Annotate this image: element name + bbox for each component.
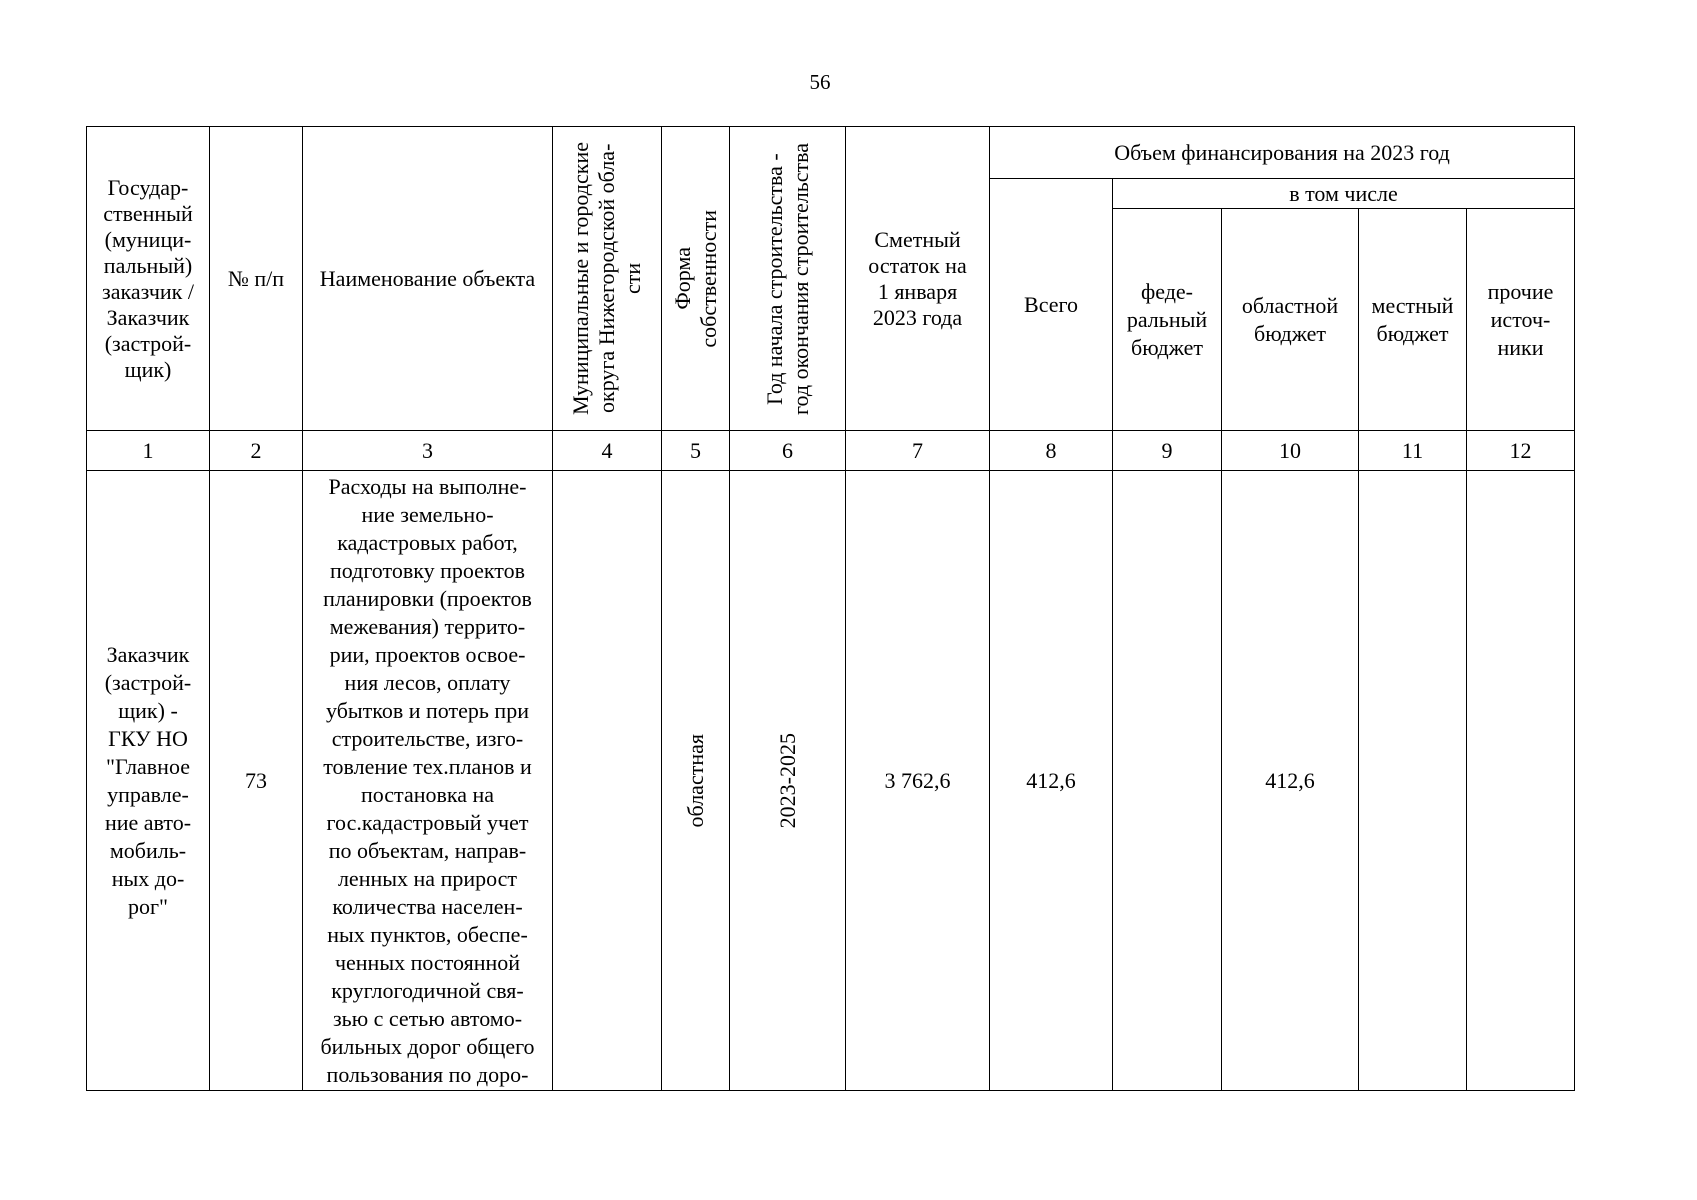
cell-estimate-balance: 3 762,6 [846, 471, 990, 1091]
cell-object-name: Расходы на выполне- ние земельно- кадастровых работ, подготовку проектов планировки (проектов межевания) террито- рии, проектов освое- ния лесов, оплату убытков и потерь при строительстве, изго- товление тех.планов и постановка на гос.кадастровый учет по объектам, направ- ленных на прирост количества населен- ных пунктов, обеспе- ченных постоянной круглогодичной свя- зью с сетью автомо- бильных дорог общего пользования по доро- [303, 471, 553, 1091]
column-number: 3 [303, 431, 553, 471]
cell-local [1359, 471, 1467, 1091]
header-local: местный бюджет [1359, 209, 1467, 431]
column-number: 4 [553, 431, 662, 471]
header-regional: областной бюджет [1222, 209, 1359, 431]
column-number: 10 [1222, 431, 1359, 471]
header-total: Всего [990, 179, 1113, 431]
header-including: в том числе [1113, 179, 1575, 209]
column-number: 8 [990, 431, 1113, 471]
header-federal: феде- ральный бюджет [1113, 209, 1222, 431]
financing-table [86, 126, 1575, 1091]
cell-federal [1113, 471, 1222, 1091]
column-number: 9 [1113, 431, 1222, 471]
header-financing-volume: Объем финансирования на 2023 год [990, 127, 1575, 179]
column-number: 11 [1359, 431, 1467, 471]
header-customer: Государ- ственный (муници- пальный) заказчик / Заказчик (застрой- щик) [87, 127, 210, 431]
header-districts: Муниципальные и городские округа Нижегородской обла- сти [553, 127, 662, 431]
cell-districts [553, 471, 662, 1091]
cell-number: 73 [210, 471, 303, 1091]
column-number: 2 [210, 431, 303, 471]
header-other: прочие источ- ники [1467, 209, 1575, 431]
column-number: 12 [1467, 431, 1575, 471]
cell-regional: 412,6 [1222, 471, 1359, 1091]
cell-ownership: областная [662, 471, 730, 1091]
table-row [87, 471, 1575, 1091]
page-number: 56 [809, 70, 831, 94]
cell-total: 412,6 [990, 471, 1113, 1091]
cell-years: 2023-2025 [730, 471, 846, 1091]
column-number: 5 [662, 431, 730, 471]
column-numbers-row [87, 431, 1575, 471]
cell-customer: Заказчик (застрой- щик) - ГКУ НО "Главное управле- ние авто- мобиль- ных до- рог" [87, 471, 210, 1091]
header-years: Год начала строительства - год окончания строительства [730, 127, 846, 431]
column-number: 7 [846, 431, 990, 471]
header-estimate-balance: Сметный остаток на 1 января 2023 года [846, 127, 990, 431]
cell-other [1467, 471, 1575, 1091]
column-number: 1 [87, 431, 210, 471]
header-ownership: Форма собственности [662, 127, 730, 431]
header-number: № п/п [210, 127, 303, 431]
column-number: 6 [730, 431, 846, 471]
header-object-name: Наименование объекта [303, 127, 553, 431]
